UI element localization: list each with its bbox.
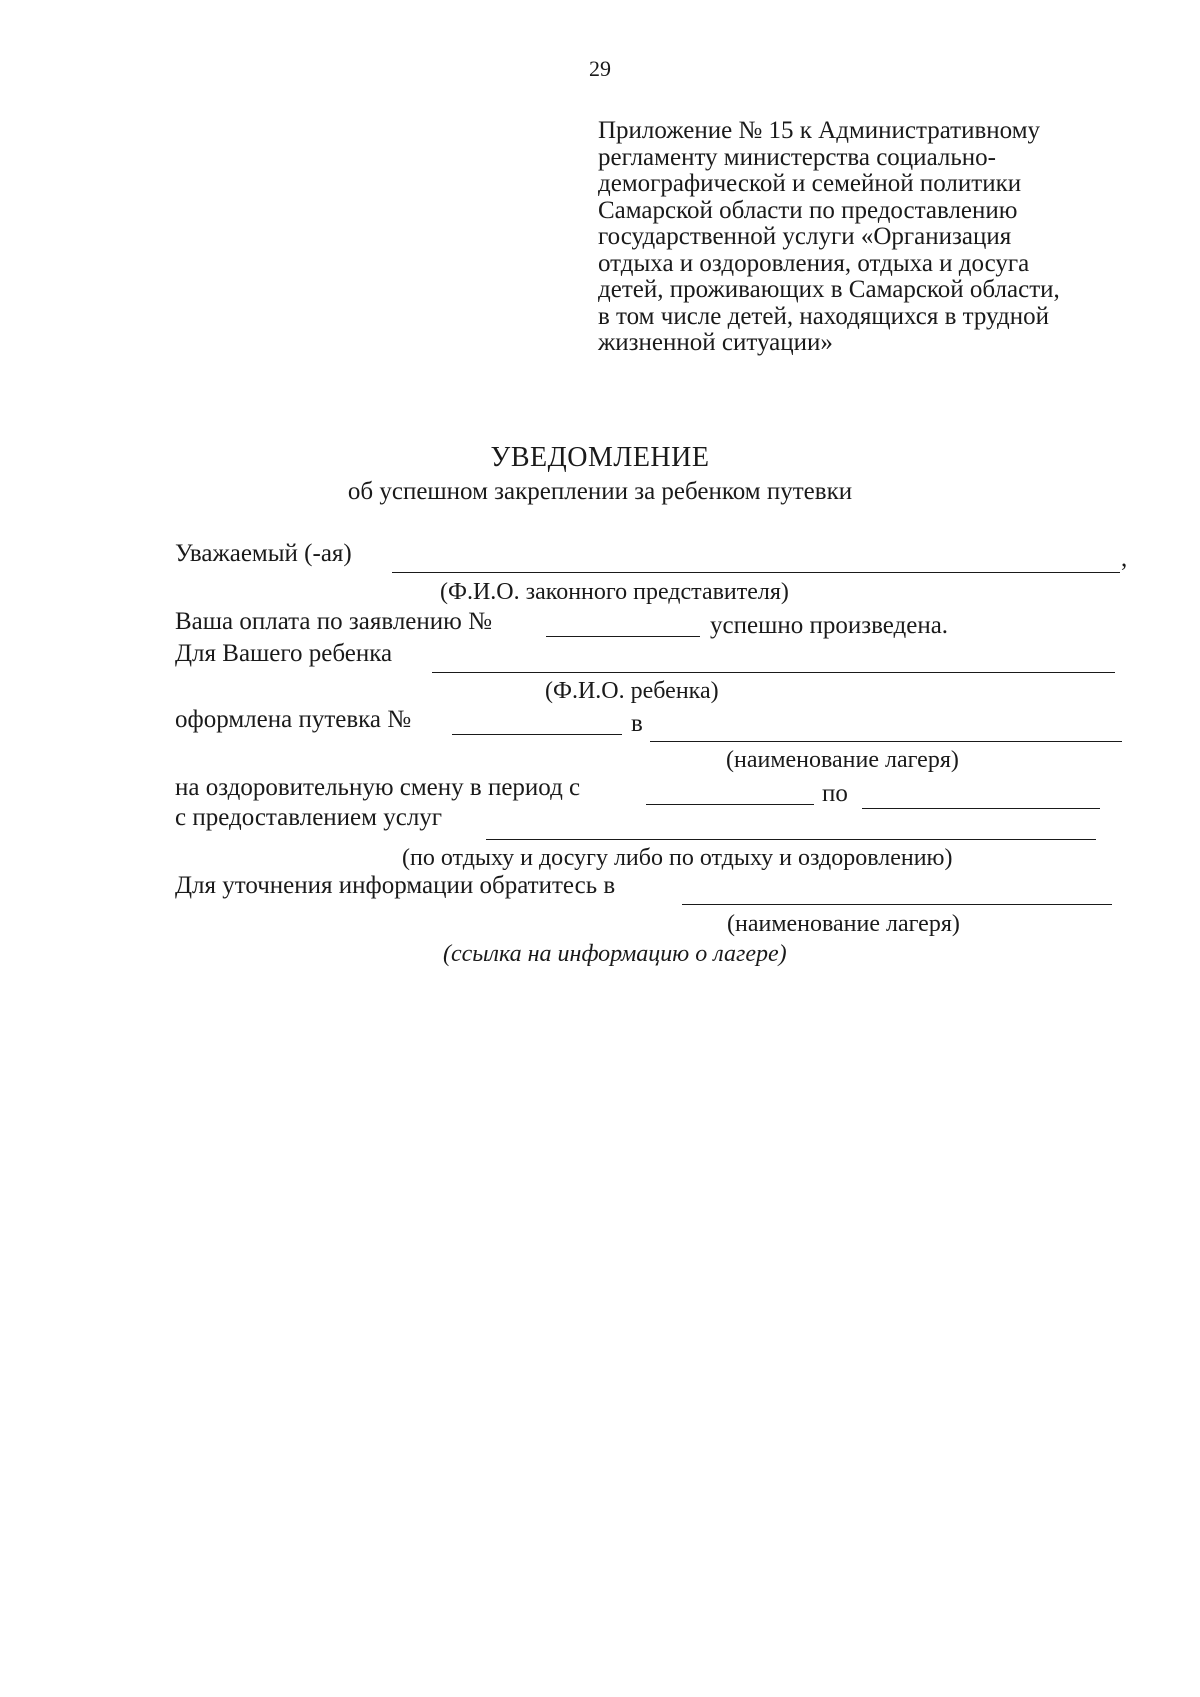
- services-prefix: с предоставлением услуг: [175, 804, 443, 831]
- appendix-line: демографической и семейной политики: [598, 170, 1022, 197]
- contact-camp-caption: (наименование лагеря): [727, 911, 960, 937]
- voucher-in-label: в: [631, 710, 643, 737]
- period-end-blank[interactable]: [862, 808, 1100, 809]
- period-prefix: на оздоровительную смену в период с: [175, 774, 581, 801]
- appendix-line: отдыха и оздоровления, отдыха и досуга: [598, 249, 1030, 277]
- appendix-line: государственной услуги «Организация: [598, 223, 1012, 250]
- appendix-line: в том числе детей, находящихся в трудной: [598, 302, 1049, 330]
- parent-name-blank[interactable]: [392, 572, 1120, 573]
- appendix-line: детей, проживающих в Самарской области,: [598, 276, 1060, 303]
- application-number-blank[interactable]: [546, 636, 700, 637]
- dear-label: Уважаемый (-ая): [175, 540, 352, 567]
- camp-name-caption: (наименование лагеря): [726, 747, 959, 773]
- page-number: 29: [589, 56, 611, 81]
- camp-info-link-caption: (ссылка на информацию о лагере): [443, 941, 787, 967]
- child-name-caption: (Ф.И.О. ребенка): [545, 678, 719, 704]
- camp-name-blank[interactable]: [650, 741, 1122, 742]
- appendix-line: Самарской области по предоставлению: [598, 196, 1018, 224]
- child-prefix: Для Вашего ребенка: [175, 640, 393, 667]
- services-blank[interactable]: [486, 839, 1096, 840]
- appendix-line: Приложение № 15 к Административному: [598, 117, 1041, 144]
- voucher-number-blank[interactable]: [452, 734, 622, 735]
- document-subtitle: об успешном закреплении за ребенком путевки: [347, 478, 853, 505]
- contact-camp-blank[interactable]: [682, 904, 1112, 905]
- document-title: УВЕДОМЛЕНИЕ: [490, 442, 710, 473]
- appendix-line: регламенту министерства социально-: [598, 143, 996, 171]
- payment-prefix: Ваша оплата по заявлению №: [175, 608, 492, 635]
- child-name-blank[interactable]: [432, 672, 1115, 673]
- period-to-label: по: [822, 780, 848, 807]
- parent-name-caption: (Ф.И.О. законного представителя): [440, 579, 789, 605]
- contact-prefix: Для уточнения информации обратитесь в: [175, 872, 616, 899]
- payment-suffix: успешно произведена.: [710, 612, 949, 639]
- dear-comma: ,: [1121, 545, 1128, 572]
- appendix-line: жизненной ситуации»: [598, 329, 833, 356]
- services-caption: (по отдыху и досугу либо по отдыху и оздоровлению): [402, 845, 953, 871]
- appendix-block: [598, 118, 1126, 357]
- voucher-prefix: оформлена путевка №: [175, 706, 412, 733]
- period-start-blank[interactable]: [646, 804, 814, 805]
